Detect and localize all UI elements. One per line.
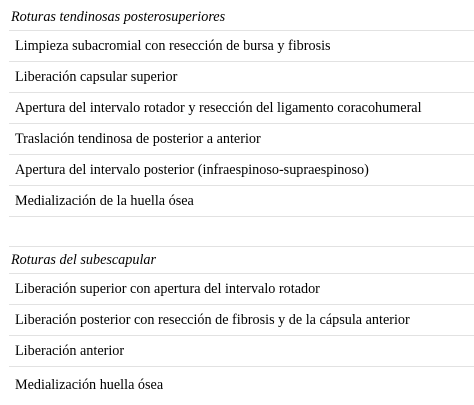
procedure-item: Liberación anterior [9,336,474,367]
procedure-item: Medialización de la huella ósea [9,186,474,217]
section-heading-posterosuperior: Roturas tendinosas posterosuperiores [9,4,474,31]
table-row [9,186,474,217]
procedure-item: Traslación tendinosa de posterior a anterior [9,124,474,155]
section-heading-row [9,247,474,274]
table-row [9,274,474,305]
procedures-table-container [9,4,474,393]
table-row [9,336,474,367]
table-row [9,62,474,93]
empty-row [9,217,474,247]
section-heading-subescapular: Roturas del subescapular [9,247,474,274]
table-row [9,305,474,336]
procedure-item: Apertura del intervalo posterior (infraespinoso-supraespinoso) [9,155,474,186]
procedure-item: Limpieza subacromial con resección de bursa y fibrosis [9,31,474,62]
procedure-item: Apertura del intervalo rotador y resección del ligamento coracohumeral [9,93,474,124]
procedure-item: Liberación superior con apertura del intervalo rotador [9,274,474,305]
table-row [9,124,474,155]
procedure-item: Medialización huella ósea [9,367,474,394]
table-row [9,367,474,394]
procedure-item: Liberación capsular superior [9,62,474,93]
table-row [9,93,474,124]
table-row [9,31,474,62]
section-heading-row [9,4,474,31]
procedures-table [9,4,474,393]
procedure-item: Liberación posterior con resección de fibrosis y de la cápsula anterior [9,305,474,336]
empty-cell [9,217,474,247]
table-row [9,155,474,186]
